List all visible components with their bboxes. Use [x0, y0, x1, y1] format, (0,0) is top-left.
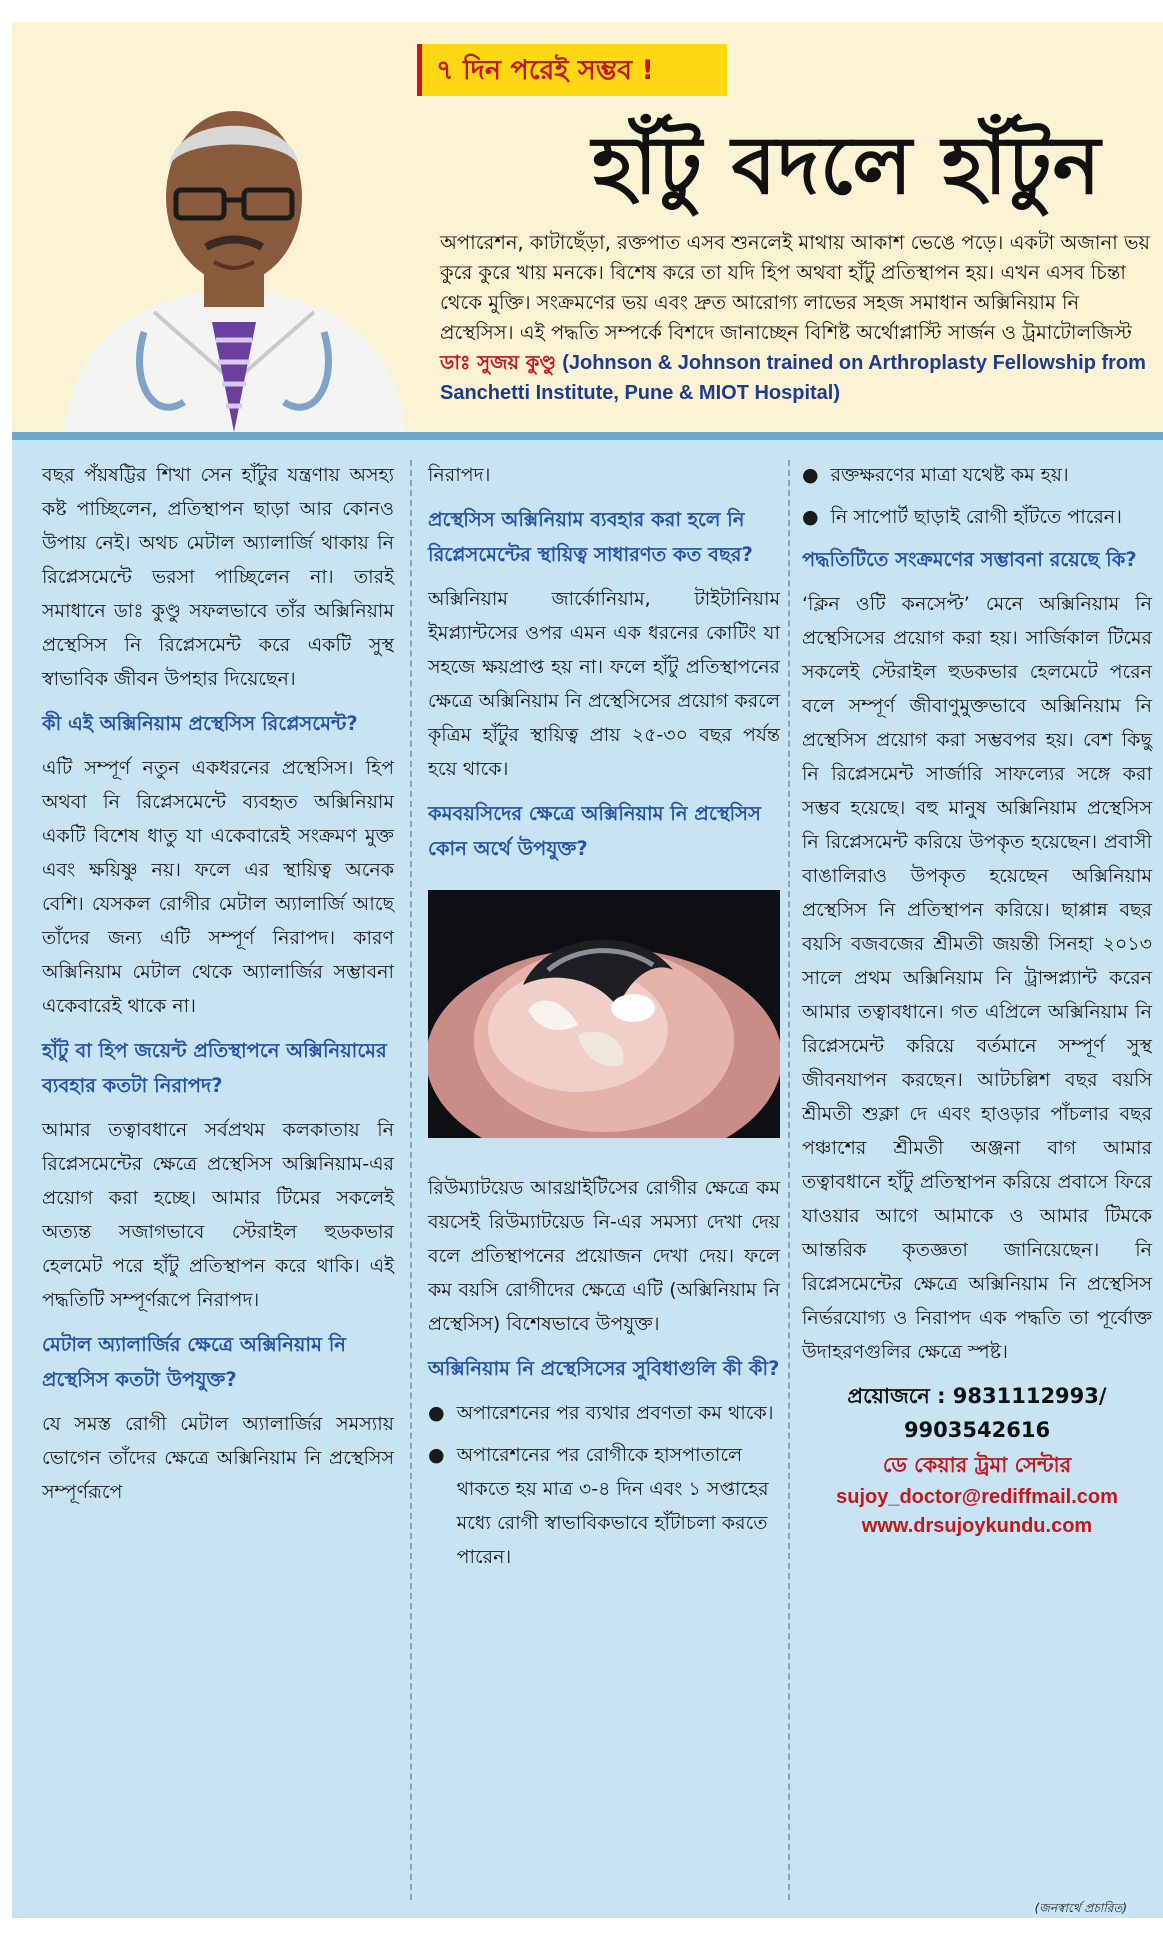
- column-1: [42, 458, 394, 1519]
- question-heading: কী এই অক্সিনিয়াম প্রস্থেসিস রিপ্লেসমেন্ট?: [42, 712, 358, 735]
- question-heading: প্রস্থেসিস অক্সিনিয়াম ব্যবহার করা হলে নি রিপ্লেসমেন্টের স্থায়িত্ব সাধারণত কত বছর?: [428, 508, 753, 566]
- bullet-text: নি সাপোর্ট ছাড়াই রোগী হাঁটতে পারেন।: [830, 506, 1122, 528]
- paragraph: নিরাপদ।: [428, 464, 491, 486]
- bullet-text: রক্তক্ষরণের মাত্রা যথেষ্ট কম হয়।: [830, 464, 1069, 486]
- doctor-credentials: (Johnson & Johnson trained on Arthroplasty Fellowship from Sanchetti Institute, Pune & MIOT Hospital): [440, 352, 1146, 404]
- paragraph: অক্সিনিয়াম জার্কোনিয়াম, টাইটানিয়াম ইমপ্ল্যান্টসের ওপর এমন এক ধরনের কোটিং যা সহজে ক্ষয়প্রাপ্ত হয় না। ফলে হাঁটু প্রতিস্থাপনের ক্ষেত্রে অক্সিনিয়াম নি প্রস্থেসিসের প্রয়োগ করলে কৃত্রিম হাঁটুর স্থায়িত্ব প্রায় ২৫-৩০ বছর পর্যন্ত হয়ে থাকে।: [428, 588, 780, 780]
- intro-paragraph: [440, 228, 1152, 408]
- centre-name: ডে কেয়ার ট্রমা সেন্টার: [882, 1453, 1072, 1477]
- column-divider: [410, 460, 412, 1900]
- bullet-item: [802, 458, 1152, 492]
- tag-text: ৭ দিন পরেই সম্ভব !: [436, 55, 654, 86]
- question-heading: কমবয়সিদের ক্ষেত্রে অক্সিনিয়াম নি প্রস্থেসিস কোন অর্থে উপযুক্ত?: [428, 802, 761, 860]
- question-heading: হাঁটু বা হিপ জয়েন্ট প্রতিস্থাপনে অক্সিনিয়ামের ব্যবহার কতটা নিরাপদ?: [42, 1039, 387, 1097]
- knee-implant-photo: [428, 890, 780, 1138]
- paragraph: ‘ক্লিন ওটি কনসেপ্ট’ মেনে অক্সিনিয়াম নি প্রস্থেসিসের প্রয়োগ করা হয়। সার্জিকাল টিমের সকলেই স্টেরাইল হুডকভার হেলমেটে পরেন বলে সম্পূর্ণ জীবাণুমুক্তভাবে অক্সিনিয়াম নি প্রস্থেসিস প্রয়োগ করা সম্ভবপর হয়। বেশ কিছু নি রিপ্লেসমেন্ট সার্জারি সাফল্যের সঙ্গে করা সম্ভব হয়েছে। বহু মানুষ অক্সিনিয়াম প্রস্থেসিস নি রিপ্লেসমেন্ট করিয়ে উপকৃত হয়েছেন। প্রবাসী বাঙালিরাও উপকৃত হয়েছেন অক্সিনিয়াম প্রস্থেসিস নি প্রতিস্থাপন করিয়ে। ছাপ্পান্ন বছর বয়সি বজবজের শ্রীমতী জয়ন্তী সিনহা ২০১৩ সালে প্রথম অক্সিনিয়াম নি ট্রান্সপ্ল্যান্ট করেন আমার তত্বাবধানে। গত এপ্রিলে অক্সিনিয়াম নি রিপ্লেসমেন্ট করিয়ে বর্তমানে সম্পূর্ণ সুস্থ জীবনযাপন করছেন। আটচল্লিশ বছর বয়সি শ্রীমতী শুক্লা দে এবং হাওড়ার পাঁচলার বছর পঞ্চাশের শ্রীমতী অঞ্জনা বাগ আমার তত্বাবধানে হাঁটু প্রতিস্থাপন করিয়ে প্রবাসে ফিরে যাওয়ার আগে আমাকে ও আমার টিমকে আন্তরিক কৃতজ্ঞতা জানিয়েছেন। নি রিপ্লেসমেন্টের ক্ষেত্রে অক্সিনিয়াম নি প্রস্থেসিস নির্ভরযোগ্য ও নিরাপদ এক পদ্ধতি তা পূর্বোক্ত উদাহরণগুলির ক্ষেত্রে স্পষ্ট।: [802, 593, 1152, 1363]
- headline: হাঁটু বদলে হাঁটুন: [592, 118, 1102, 212]
- paragraph: বছর পঁয়ষট্টির শিখা সেন হাঁটুর যন্ত্রণায় অসহ্য কষ্ট পাচ্ছিলেন, প্রতিস্থাপন ছাড়া আর কোনও উপায় নেই। অথচ মেটাল অ্যালার্জি থাকায় নি রিপ্লেসমেন্টে ভরসা পাচ্ছিলেন না। তারই সমাধানে ডাঃ কুণ্ডু সফলভাবে তাঁর অক্সিনিয়াম প্রস্থেসিস নি রিপ্লেসমেন্ট করে একটি সুস্থ স্বাভাবিক জীবন উপহার দিয়েছেন।: [42, 464, 394, 690]
- bullet-icon: ●: [802, 506, 819, 528]
- bullet-icon: ●: [428, 1444, 445, 1466]
- header-divider: [12, 432, 1163, 440]
- column-2: [428, 458, 780, 1582]
- question-heading: মেটাল অ্যালার্জির ক্ষেত্রে অক্সিনিয়াম নি প্রস্থেসিস কতটা উপযুক্ত?: [42, 1333, 346, 1391]
- header-panel: [12, 22, 1163, 432]
- phone-number: প্রয়োজনে : 9831112993/: [847, 1384, 1107, 1408]
- phone-number-2: 9903542616: [903, 1418, 1051, 1442]
- contact-block: [802, 1379, 1152, 1541]
- bullet-icon: ●: [428, 1402, 445, 1424]
- website: www.drsujoykundu.com: [861, 1515, 1093, 1537]
- paragraph: রিউম্যাটয়েড আরথ্রাইটিসের রোগীর ক্ষেত্রে কম বয়সেই রিউম্যাটয়েড নি-এর সমস্যা দেখা দেয় বলে প্রতিস্থাপনের প্রয়োজন দেখা দেয়। ফলে কম বয়সি রোগীদের ক্ষেত্রে এটি (অক্সিনিয়াম নি প্রস্থেসিস) বিশেষভাবে উপযুক্ত।: [428, 1177, 780, 1335]
- bullet-item: [802, 500, 1152, 534]
- doctor-name: ডাঃ সুজয় কুণ্ডু: [440, 351, 556, 374]
- paragraph: এটি সম্পূর্ণ নতুন একধরনের প্রস্থেসিস। হিপ অথবা নি রিপ্লেসমেন্টে ব্যবহৃত অক্সিনিয়াম একটি বিশেষ ধাতু যা একেবারেই সংক্রমণ মুক্ত এবং ক্ষয়িষ্ণু নয়। ফলে এর স্থায়িত্ব অনেক বেশি। যেসকল রোগীর মেটাল অ্যালার্জি আছে তাঁদের জন্য এটি সম্পূর্ণ নিরাপদ। কারণ অক্সিনিয়াম মেটাল থেকে অ্যালার্জির সম্ভাবনা একেবারেই থাকে না।: [42, 757, 394, 1017]
- bullet-icon: ●: [802, 464, 819, 486]
- bullet-text: অপারেশনের পর ব্যথার প্রবণতা কম থাকে।: [456, 1402, 774, 1424]
- doctor-photo: [34, 82, 434, 432]
- paragraph: আমার তত্বাবধানে সর্বপ্রথম কলকাতায় নি রিপ্লেসমেন্টের ক্ষেত্রে প্রস্থেসিস অক্সিনিয়াম-এর প্রয়োগ করা হচ্ছে। আমার টিমের সকলেই অত্যন্ত সজাগভাবে স্টেরাইল হুডকভার হেলমেট পরে হাঁটু প্রতিস্থাপন করে থাকি। এই পদ্ধতিটি সম্পূর্ণরূপে নিরাপদ।: [42, 1119, 394, 1311]
- footnote: (জনস্বার্থে প্রচারিত): [1034, 1901, 1127, 1915]
- bullet-item: [428, 1396, 780, 1430]
- question-heading: অক্সিনিয়াম নি প্রস্থেসিসের সুবিধাগুলি কী কী?: [428, 1357, 780, 1380]
- bullet-text: অপারেশনের পর রোগীকে হাসপাতালে থাকতে হয় মাত্র ৩-৪ দিন এবং ১ সপ্তাহের মধ্যে রোগী স্বাভাবিকভাবে হাঁটাচলা করতে পারেন।: [456, 1444, 769, 1568]
- headline-tag: [417, 44, 727, 96]
- column-3: [802, 458, 1152, 1541]
- column-divider: [788, 460, 790, 1900]
- paragraph: যে সমস্ত রোগী মেটাল অ্যালার্জির সমস্যায় ভোগেন তাঁদের ক্ষেত্রে অক্সিনিয়াম নি প্রস্থেসিস সম্পূর্ণরূপে: [42, 1413, 394, 1503]
- bullet-item: [428, 1438, 780, 1574]
- email-address: sujoy_doctor@rediffmail.com: [836, 1486, 1118, 1508]
- article-body: [12, 440, 1163, 1918]
- intro-text: অপারেশন, কাটাছেঁড়া, রক্তপাত এসব শুনলেই মাথায় আকাশ ভেঙে পড়ে। একটা অজানা ভয় কুরে কুরে খায় মনকে। বিশেষ করে তা যদি হিপ অথবা হাঁটু প্রতিস্থাপন হয়। এখন এসব চিন্তা থেকে মুক্তি। সংক্রমণের ভয় এবং দ্রুত আরোগ্য লাভের সহজ সমাধান অক্সিনিয়াম নি প্রস্থেসিস। এই পদ্ধতি সম্পর্কে বিশদে জানাচ্ছেন বিশিষ্ট অর্থোপ্লাস্টি সার্জন ও ট্রমাটোলজিস্ট: [440, 231, 1151, 344]
- question-heading: পদ্ধতিটিতে সংক্রমণের সম্ভাবনা রয়েছে কি?: [802, 548, 1137, 571]
